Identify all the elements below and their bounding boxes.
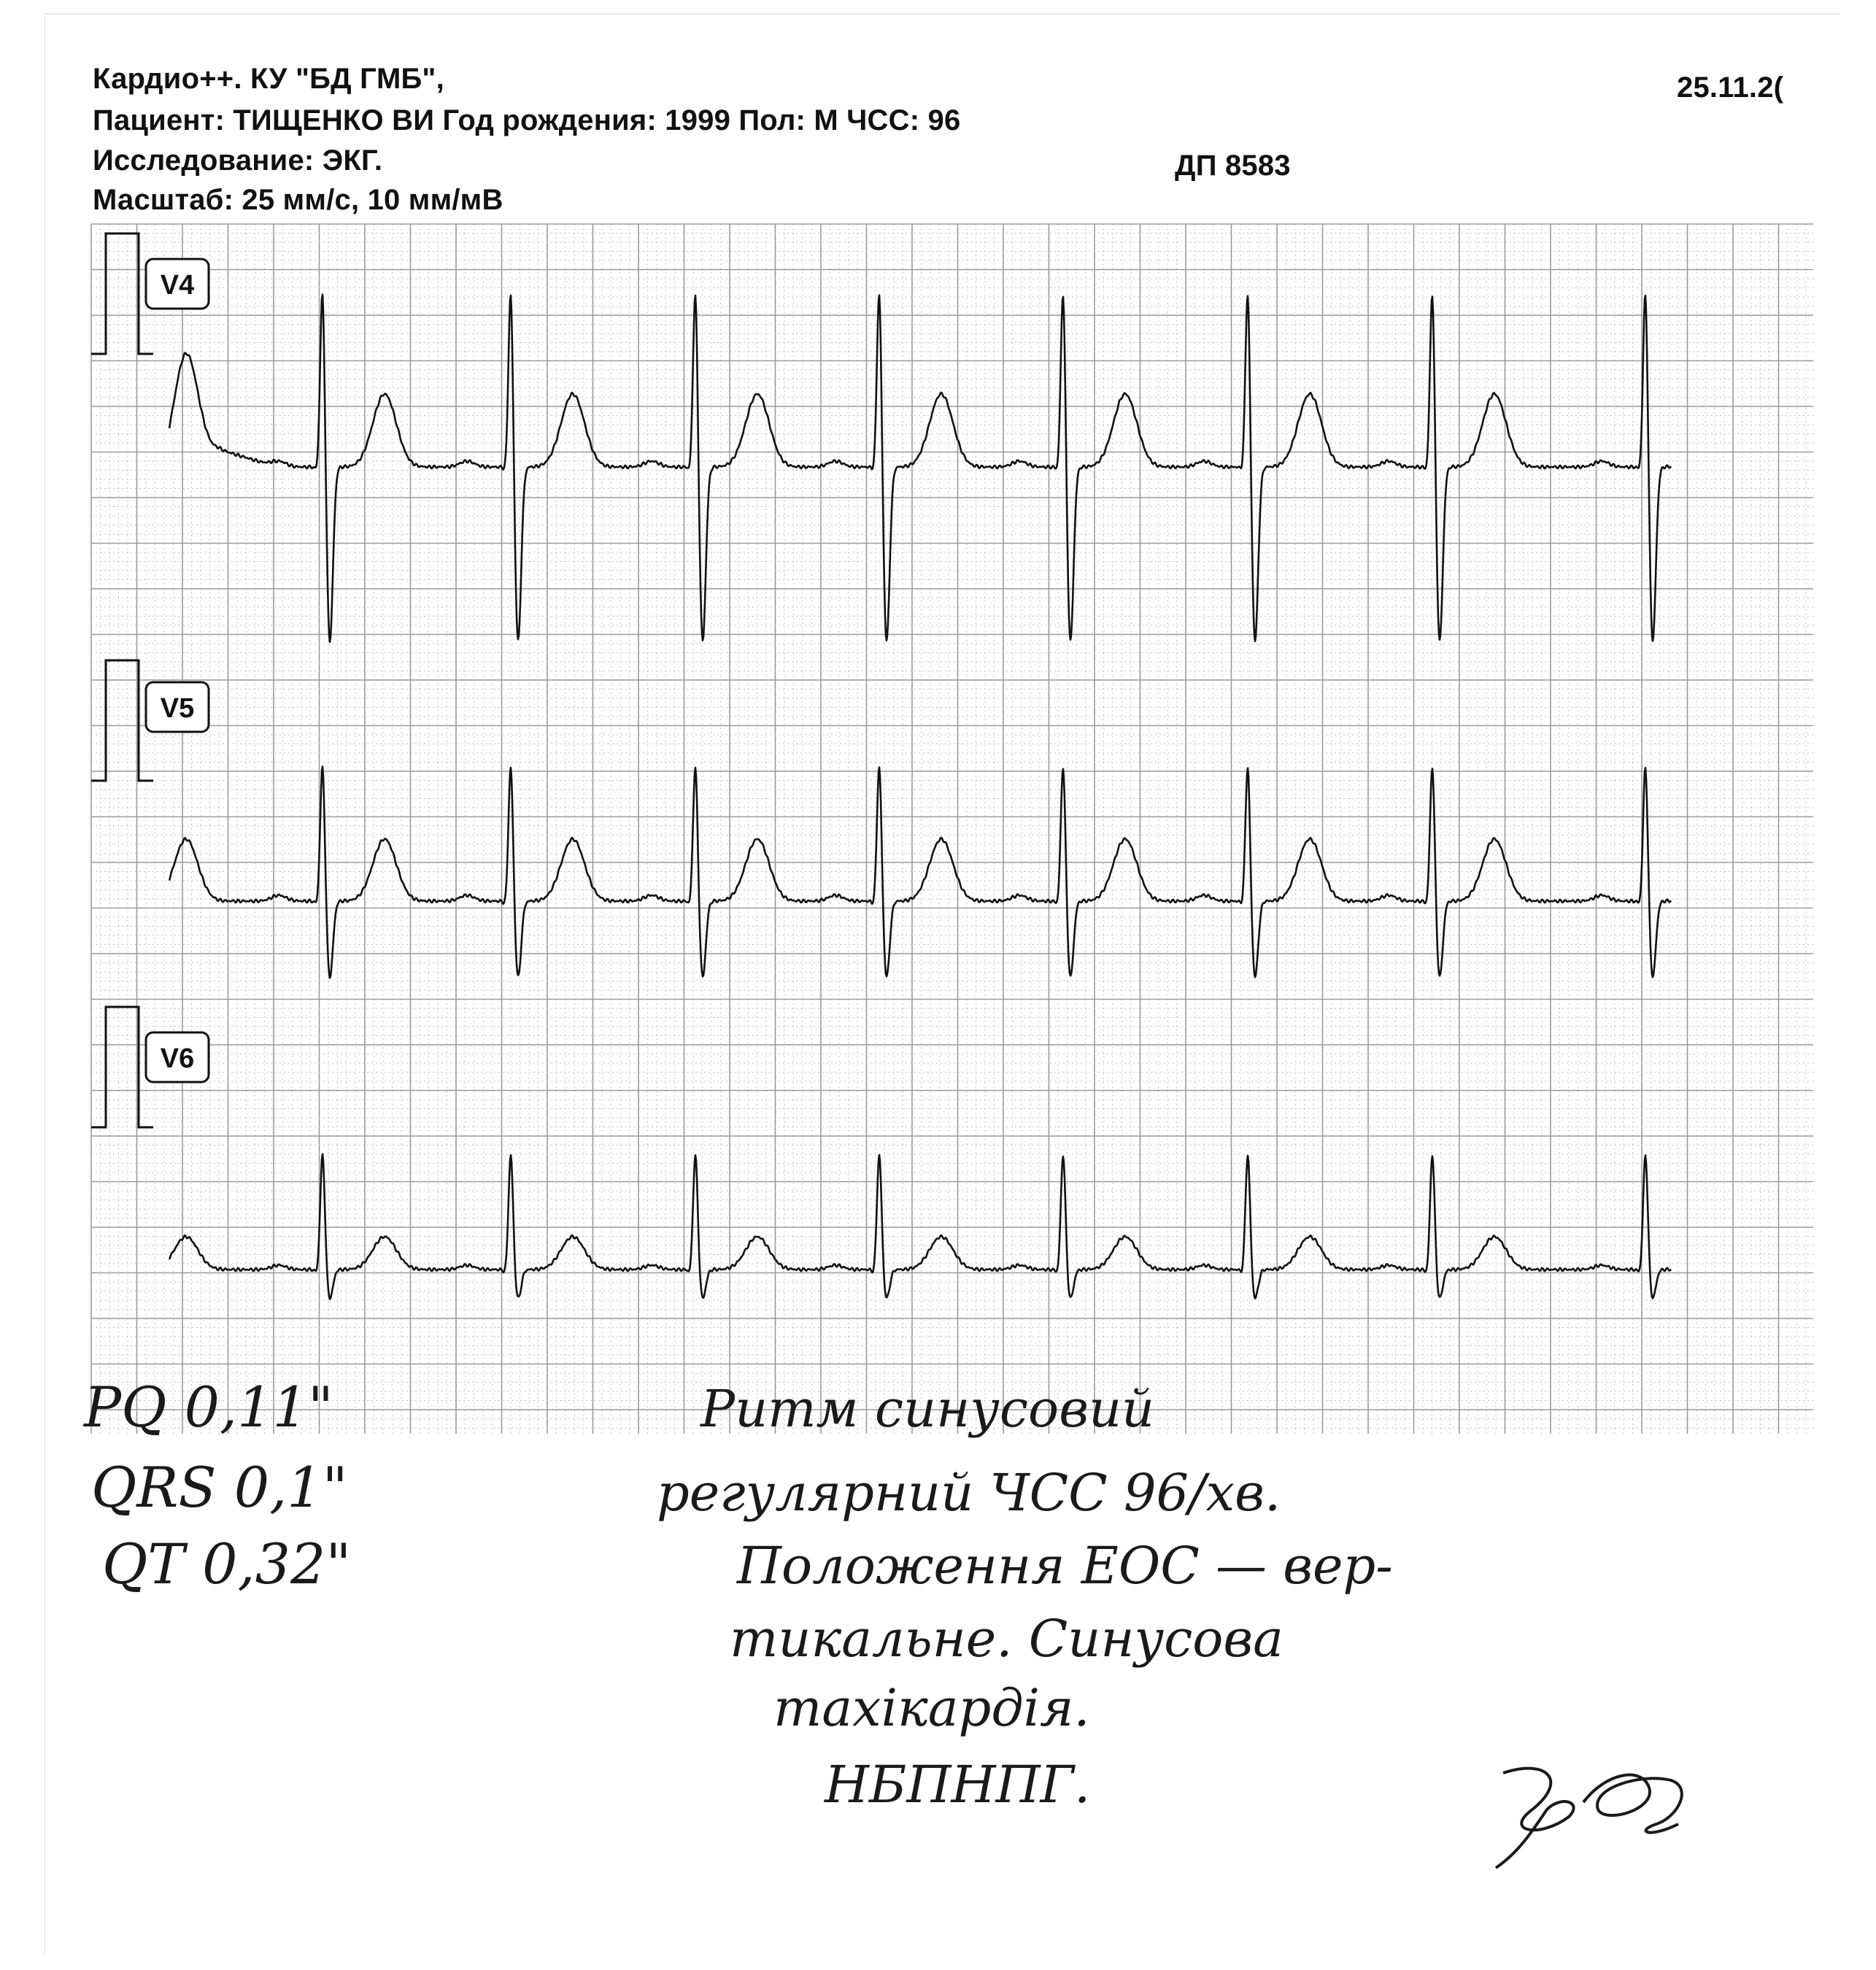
- note-line-3: Положення ЕОС — вер-: [737, 1536, 1393, 1596]
- header-scale: Масштаб: 25 мм/с, 10 мм/мВ: [93, 184, 503, 216]
- handwritten-notes: [82, 1375, 1682, 1868]
- note-line-2: регулярний ЧСС 96/хв.: [657, 1463, 1281, 1523]
- header-date: 25.11.2(: [1677, 72, 1784, 104]
- header-program: Кардио++. КУ "БД ГМБ",: [93, 63, 444, 95]
- note-pq: PQ 0,11": [84, 1375, 333, 1440]
- lead-label-v5: V5: [160, 693, 195, 724]
- trace-v6: [169, 1154, 1671, 1299]
- lead-label-v6: V6: [160, 1043, 195, 1074]
- trace-v4: [169, 295, 1671, 642]
- signature-scribble: [1496, 1769, 1682, 1868]
- note-line-4: тикальне. Синусова: [730, 1609, 1284, 1669]
- ecg-grid: [91, 224, 1813, 1434]
- note-line-1: Ритм синусовий: [700, 1379, 1155, 1439]
- note-qrs: QRS 0,1": [91, 1455, 348, 1520]
- note-line-6: НБПНПГ.: [825, 1755, 1091, 1815]
- header-patient: Пациент: ТИЩЕНКО ВИ Год рождения: 1999 Пол: М ЧСС: 96: [93, 104, 961, 136]
- note-line-5: тахікардія.: [773, 1678, 1090, 1738]
- lead-label-v4: V4: [160, 270, 195, 301]
- header-dp: ДП 8583: [1175, 150, 1291, 182]
- header-study: Исследование: ЭКГ.: [93, 144, 383, 177]
- note-qt: QT 0,32": [102, 1531, 352, 1596]
